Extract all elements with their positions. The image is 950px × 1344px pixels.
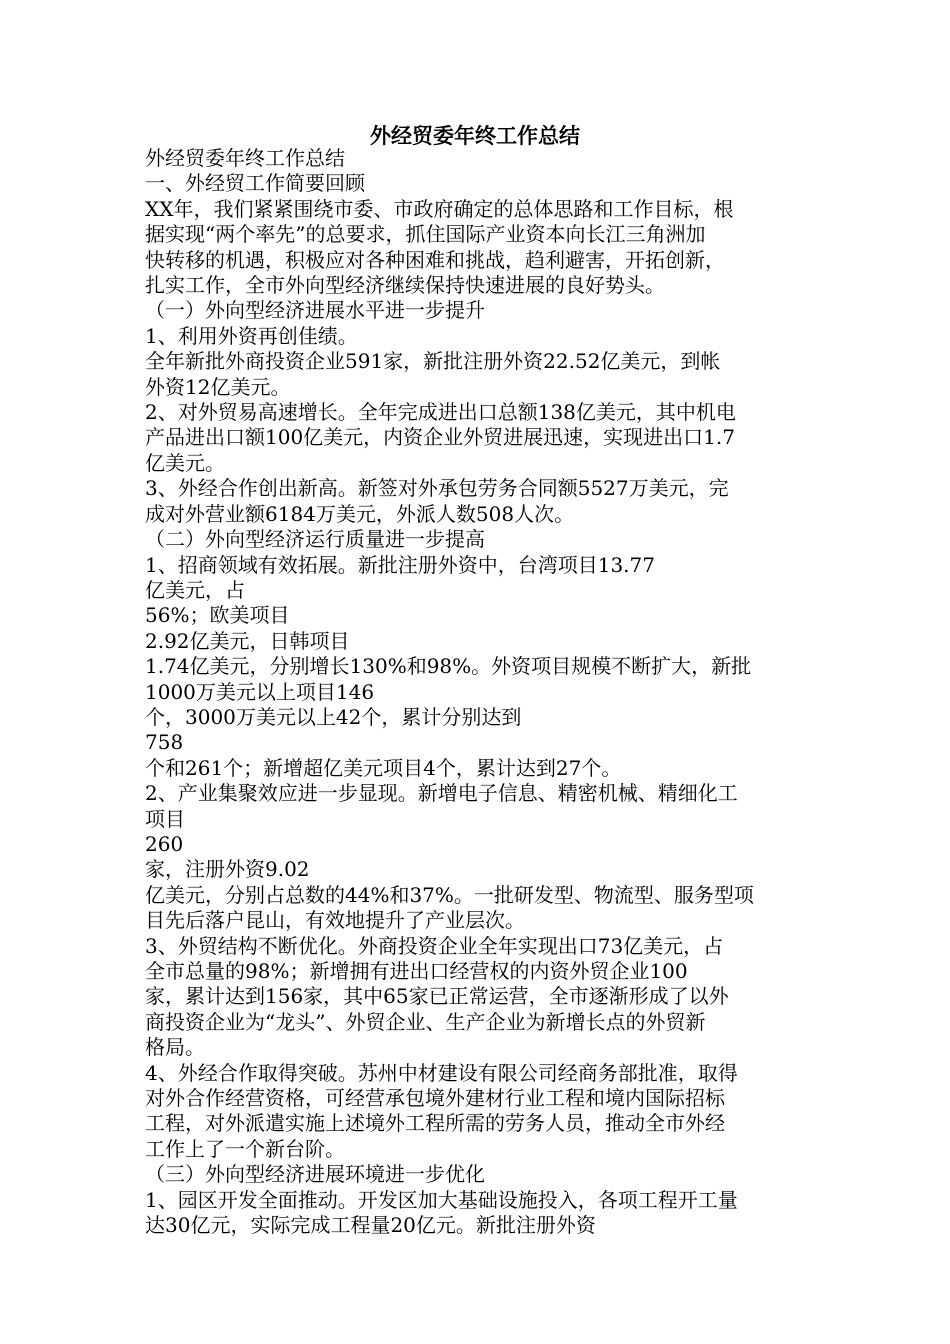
text-line: 亿美元，占 (145, 577, 245, 602)
text-line: 1000万美元以上项目146 (145, 679, 375, 704)
text-line: XX年，我们紧紧围绕市委、市政府确定的总体思路和工作目标，根 (145, 196, 734, 221)
text-line: 2、产业集聚效应进一步显现。新增电子信息、精密机械、精细化工 (145, 781, 738, 806)
text-line: 外资12亿美元。 (145, 374, 291, 399)
text-line: 产品进出口额100亿美元，内资企业外贸进展迅速，实现进出口1.7 (145, 425, 735, 450)
text-line: 快转移的机遇，积极应对各种困难和挑战，趋利避害，开拓创新， (145, 247, 725, 272)
text-line: 商投资企业为“龙头”、外贸企业、生产企业为新增长点的外贸新 (145, 1009, 706, 1034)
text-line: 家，注册外资9.02 (145, 857, 310, 882)
text-line: 56%；欧美项目 (145, 603, 290, 628)
text-line: 格局。 (145, 1035, 205, 1060)
text-line: 全年新批外商投资企业591家，新批注册外资22.52亿美元，到帐 (145, 349, 721, 374)
text-line: 2.92亿美元，日韩项目 (145, 628, 350, 653)
text-line: 1、招商领域有效拓展。新批注册外资中，台湾项目13.77 (145, 552, 655, 577)
document-title: 外经贸委年终工作总结 (370, 124, 580, 148)
text-line: 成对外营业额6184万美元，外派人数508人次。 (145, 501, 575, 526)
text-line: 项目 (145, 806, 185, 831)
text-line: 2、对外贸易高速增长。全年完成进出口总额138亿美元，其中机电 (145, 400, 736, 425)
text-line: 一、外经贸工作简要回顾 (145, 171, 365, 196)
text-line: 3、外贸结构不断优化。外商投资企业全年实现出口73亿美元，占 (145, 933, 724, 958)
text-line: 对外合作经营资格，可经营承包境外建材行业工程和境内国际招标 (145, 1086, 725, 1111)
text-line: 据实现“两个率先”的总要求，抓住国际产业资本向长江三角洲加 (145, 222, 706, 247)
text-line: （一）外向型经济进展水平进一步提升 (145, 298, 485, 323)
text-line: 外经贸委年终工作总结 (145, 146, 345, 170)
text-line: （二）外向型经济运行质量进一步提高 (145, 527, 485, 552)
text-line: （三）外向型经济进展环境进一步优化 (145, 1162, 485, 1187)
text-line: 目先后落户昆山，有效地提升了产业层次。 (145, 908, 525, 933)
text-line: 1.74亿美元，分别增长130%和98%。外资项目规模不断扩大，新批 (145, 654, 752, 679)
text-line: 扎实工作，全市外向型经济继续保持快速进展的良好势头。 (145, 273, 665, 298)
text-line: 个，3000万美元以上42个，累计分别达到 (145, 704, 522, 729)
text-line: 亿美元，分别占总数的44%和37%。一批研发型、物流型、服务型项 (145, 882, 754, 907)
text-line: 758 (145, 730, 184, 755)
document-body (145, 146, 809, 1238)
text-line: 1、利用外资再创佳绩。 (145, 323, 358, 348)
text-line: 260 (145, 831, 184, 856)
text-line: 全市总量的98%；新增拥有进出口经营权的内资外贸企业100 (145, 959, 688, 983)
text-line: 工作上了一个新台阶。 (145, 1136, 345, 1161)
text-line: 亿美元。 (145, 450, 225, 475)
text-line: 工程，对外派遣实施上述境外工程所需的劳务人员，推动全市外经 (145, 1111, 725, 1136)
text-line: 个和261个；新增超亿美元项目4个，累计达到27个。 (145, 755, 622, 780)
text-line: 3、外经合作创出新高。新签对外承包劳务合同额5527万美元，完 (145, 476, 729, 501)
text-line: 达30亿元，实际完成工程量20亿元。新批注册外资 (145, 1213, 596, 1238)
text-line: 家，累计达到156家，其中65家已正常运营，全市逐渐形成了以外 (145, 984, 729, 1009)
text-line: 4、外经合作取得突破。苏州中材建设有限公司经商务部批准，取得 (145, 1060, 738, 1085)
text-line: 1、园区开发全面推动。开发区加大基础设施投入，各项工程开工量 (145, 1187, 738, 1212)
